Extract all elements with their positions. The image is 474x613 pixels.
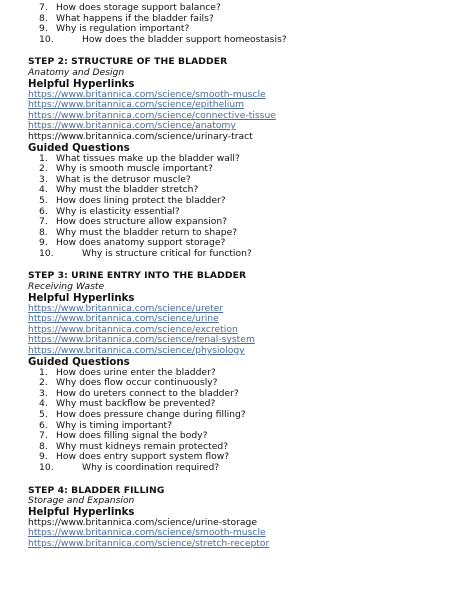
step-3-question-list bbox=[28, 368, 464, 474]
list-item: 8. What happens if the bladder fails? bbox=[39, 12, 214, 24]
hyperlink[interactable]: https://www.britannica.com/science/physiology bbox=[28, 345, 245, 357]
document-page bbox=[28, 3, 464, 550]
list-item: 5. How does pressure change during filling? bbox=[39, 409, 246, 420]
step-2-link-list bbox=[28, 90, 464, 143]
step-4-link-list bbox=[28, 518, 464, 550]
hyperlink[interactable]: https://www.britannica.com/science/urinary-tract bbox=[28, 130, 253, 142]
step-2-section bbox=[28, 57, 464, 259]
list-item: 3. What is the detrusor muscle? bbox=[39, 173, 191, 185]
list-item: 6. Why is timing important? bbox=[39, 419, 173, 431]
step-2-question-list bbox=[28, 154, 464, 260]
hyperlink[interactable]: https://www.britannica.com/science/urine bbox=[28, 313, 219, 325]
list-item: 10. Why is structure critical for function? bbox=[39, 247, 252, 259]
hyperlink[interactable]: https://www.britannica.com/science/smooth-muscle bbox=[28, 88, 266, 100]
list-item: 4. Why must backflow be prevented? bbox=[39, 398, 216, 410]
list-item: 1. What tissues make up the bladder wall? bbox=[39, 152, 240, 164]
list-item: 2. Why is smooth muscle important? bbox=[39, 163, 213, 175]
list-item: 10. Why is coordination required? bbox=[39, 461, 220, 473]
hyperlink[interactable]: https://www.britannica.com/science/connective-tissue bbox=[28, 109, 276, 121]
list-item: 7. How does storage support balance? bbox=[39, 2, 221, 13]
step-3-section bbox=[28, 271, 464, 473]
list-item: 1. How does urine enter the bladder? bbox=[39, 366, 216, 378]
hyperlink[interactable]: https://www.britannica.com/science/smooth-muscle bbox=[28, 527, 266, 539]
list-item: 9. How does anatomy support storage? bbox=[39, 237, 226, 249]
list-item: 9. How does entry support system flow? bbox=[39, 451, 230, 463]
hyperlink[interactable]: https://www.britannica.com/science/anatomy bbox=[28, 120, 236, 132]
step-2-links-heading: Helpful Hyperlinks bbox=[28, 78, 135, 90]
step-4-section bbox=[28, 486, 464, 550]
step-3-links-heading: Helpful Hyperlinks bbox=[28, 292, 135, 304]
list-item: 10. How does the bladder support homeostasis? bbox=[39, 33, 287, 45]
step-2-subtitle: Anatomy and Design bbox=[28, 66, 125, 78]
list-item: 7. How does structure allow expansion? bbox=[39, 216, 228, 228]
hyperlink[interactable]: https://www.britannica.com/science/epithelium bbox=[28, 99, 245, 111]
hyperlink[interactable]: https://www.britannica.com/science/renal-system bbox=[28, 334, 255, 346]
hyperlink[interactable]: https://www.britannica.com/science/urine-storage bbox=[28, 516, 257, 528]
step-3-subtitle: Receiving Waste bbox=[28, 281, 105, 293]
step-4-links-heading: Helpful Hyperlinks bbox=[28, 506, 135, 518]
list-item: 2. Why does flow occur continuously? bbox=[39, 377, 218, 389]
step-3-link-list bbox=[28, 304, 464, 357]
step-3-title: STEP 3: URINE ENTRY INTO THE BLADDER bbox=[28, 270, 247, 282]
section-gap bbox=[28, 474, 464, 486]
list-item: 5. How does lining protect the bladder? bbox=[39, 194, 226, 206]
list-item: 8. Why must the bladder return to shape? bbox=[39, 226, 238, 238]
hyperlink[interactable]: https://www.britannica.com/science/ureter bbox=[28, 302, 224, 314]
step-4-subtitle: Storage and Expansion bbox=[28, 495, 135, 507]
hyperlink[interactable]: https://www.britannica.com/science/excretion bbox=[28, 323, 238, 335]
list-item: 8. Why must kidneys remain protected? bbox=[39, 440, 229, 452]
intro-question-list bbox=[28, 3, 464, 45]
list-item: 7. How does filling signal the body? bbox=[39, 430, 208, 442]
list-item: 4. Why must the bladder stretch? bbox=[39, 184, 199, 196]
list-item: 6. Why is elasticity essential? bbox=[39, 205, 180, 217]
step-4-title: STEP 4: BLADDER FILLING bbox=[28, 484, 165, 496]
step-2-title: STEP 2: STRUCTURE OF THE BLADDER bbox=[28, 56, 228, 68]
list-item: 9. Why is regulation important? bbox=[39, 23, 190, 35]
list-item: 3. How do ureters connect to the bladder? bbox=[39, 387, 239, 399]
hyperlink[interactable]: https://www.britannica.com/science/stretch-receptor bbox=[28, 537, 270, 549]
step-3-questions-heading: Guided Questions bbox=[28, 356, 130, 368]
step-2-questions-heading: Guided Questions bbox=[28, 142, 130, 154]
